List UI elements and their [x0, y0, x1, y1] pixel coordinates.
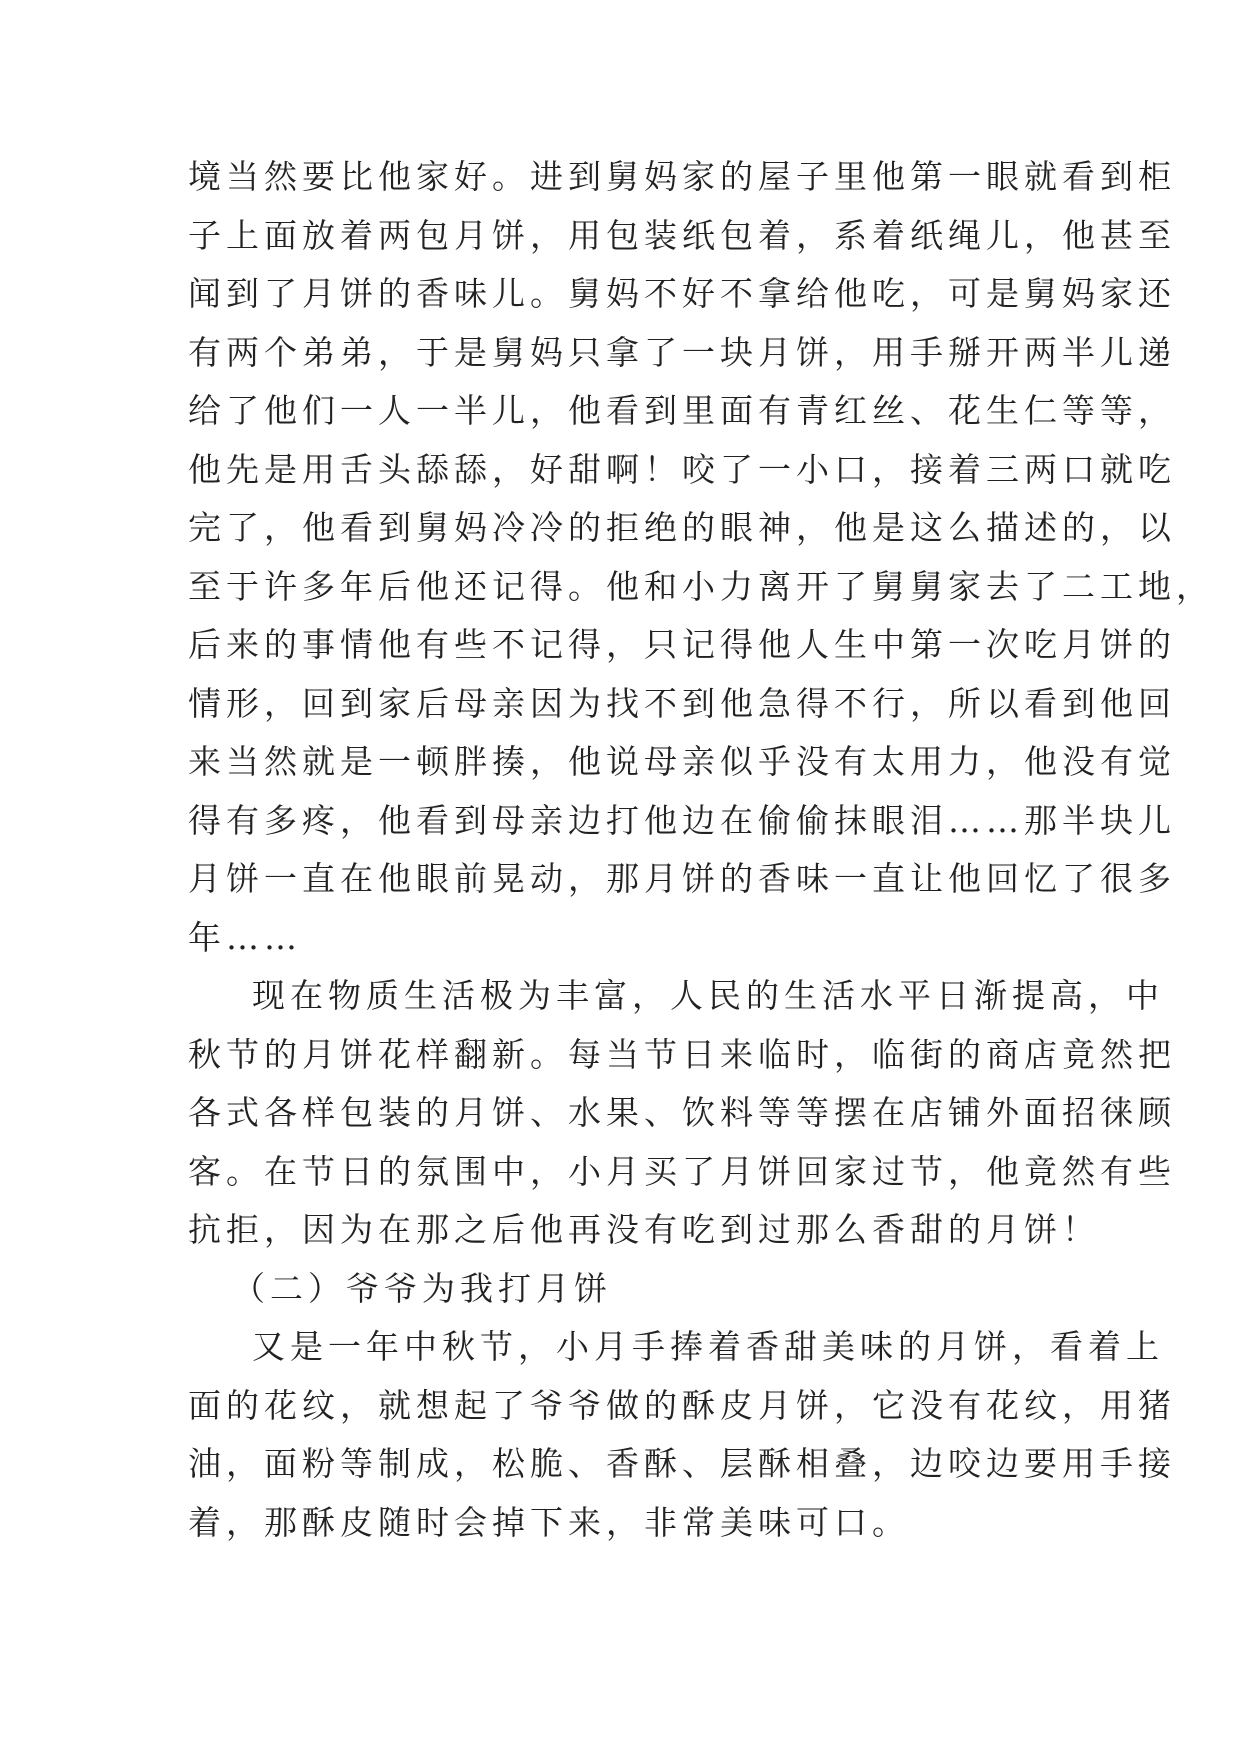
text-line: 情形，回到家后母亲因为找不到他急得不行，所以看到他回 [188, 683, 1176, 723]
text-line: 他先是用舌头舔舔，好甜啊！咬了一小口，接着三两口就吃 [188, 449, 1176, 489]
text-line: 抗拒，因为在那之后他再没有吃到过那么香甜的月饼！ [188, 1210, 1100, 1249]
paragraph-first-line: 又是一年中秋节，小月手捧着香甜美味的月饼，看着上 [252, 1327, 1164, 1366]
paragraph-first-line: 现在物质生活极为丰富，人民的生活水平日渐提高，中 [252, 976, 1164, 1015]
text-line: 后来的事情他有些不记得，只记得他人生中第一次吃月饼的 [188, 625, 1176, 664]
text-line: 面的花纹，就想起了爷爷做的酥皮月饼，它没有花纹，用猪 [188, 1385, 1176, 1425]
text-line: 各式各样包装的月饼、水果、饮料等等摆在店铺外面招徕顾 [188, 1093, 1176, 1132]
text-line: 客。在节日的氛围中，小月买了月饼回家过节，他竟然有些 [188, 1151, 1176, 1191]
text-line: 至于许多年后他还记得。他和小力离开了舅舅家去了二工地， [188, 566, 1214, 606]
text-line: 来当然就是一顿胖揍，他说母亲似乎没有太用力，他没有觉 [188, 742, 1176, 781]
text-line: 有两个弟弟，于是舅妈只拿了一块月饼，用手掰开两半儿递 [188, 332, 1176, 372]
text-line: 月饼一直在他眼前晃动，那月饼的香味一直让他回忆了很多 [188, 859, 1176, 898]
text-line: 给了他们一人一半儿，他看到里面有青红丝、花生仁等等， [188, 391, 1176, 430]
text-line: 完了，他看到舅妈冷冷的拒绝的眼神，他是这么描述的，以 [188, 508, 1176, 547]
text-line: 秋节的月饼花样翻新。每当节日来临时，临街的商店竟然把 [188, 1034, 1176, 1074]
text-line: 年…… [188, 917, 302, 957]
text-line: 得有多疼，他看到母亲边打他边在偷偷抹眼泪……那半块儿 [188, 800, 1176, 840]
text-line: 子上面放着两包月饼，用包装纸包着，系着纸绳儿，他甚至 [188, 215, 1176, 255]
text-line: 油，面粉等制成，松脆、香酥、层酥相叠，边咬边要用手接 [188, 1444, 1176, 1483]
section-heading: （二）爷爷为我打月饼 [232, 1268, 612, 1308]
text-line: 闻到了月饼的香味儿。舅妈不好不拿给他吃，可是舅妈家还 [188, 274, 1176, 313]
text-line: 境当然要比他家好。进到舅妈家的屋子里他第一眼就看到柜 [188, 157, 1176, 196]
document-body [188, 148, 1214, 1552]
text-line: 着，那酥皮随时会掉下来，非常美味可口。 [188, 1502, 910, 1542]
